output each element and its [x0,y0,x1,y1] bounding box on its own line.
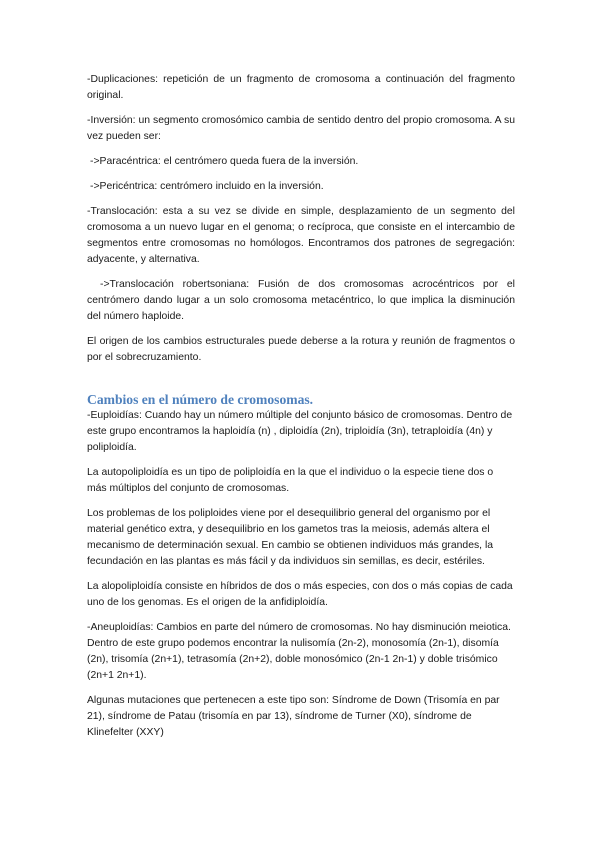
paragraph-mutaciones: Algunas mutaciones que pertenecen a este tipo son: Síndrome de Down (Trisomía en par 21), síndrome de Patau (trisomía en par 13), síndrome de Turner (X0), síndrome de Klinefelter (XXY) [87,695,500,738]
paragraph-autopoliploidia: La autopoliploidía es un tipo de poliploidía en la que el individuo o la especie tiene dos o más múltiplos del conjunto de cromosomas. [87,467,494,494]
section-heading-cambios-numero: Cambios en el número de cromosomas. [87,392,314,407]
page-content [87,72,515,750]
paragraph-translocacion-robertsoniana: ->Translocación robertsoniana: Fusión de dos cromosomas acrocéntricos por el centrómero dando lugar a un solo cromosoma metacéntrico, lo que implica la disminución del número haploide. [87,279,515,322]
paragraph-paracentrica: ->Paracéntrica: el centrómero queda fuera de la inversión. [90,156,359,167]
paragraph-problemas-poliploides: Los problemas de los poliploides viene por el desequilibrio general del organismo por el material genético extra, y desequilibrio en los gametos tras la meiosis, además altera el mecanismo de determinación sexual. En cambio se obtienen individuos más grandes, la fecundación en las plantas es más fácil y da individuos sin semillas, es decir, estériles. [87,508,494,567]
paragraph-translocacion: -Translocación: esta a su vez se divide en simple, desplazamiento de un segmento del cromosoma a un nuevo lugar en el genoma; o recíproca, que consiste en el intercambio de segmentos entre cromosomas no homólogos. Encontramos dos patrones de segregación: adyacente, y alternativa. [87,206,515,265]
paragraph-aneuploidias: -Aneuploidías: Cambios en parte del número de cromosomas. No hay disminución meiotica. Dentro de este grupo podemos encontrar la nulisomía (2n-2), monosomía (2n-1), disomía (2n), trisomía (2n+1), tetrasomía (2n+2), doble monosómico (2n-1 2n-1) y doble trisómico (2n+1 2n+1). [87,622,511,681]
paragraph-origen-cambios: El origen de los cambios estructurales puede deberse a la rotura y reunión de fragmentos o por el sobrecruzamiento. [87,336,515,363]
paragraph-inversion: -Inversión: un segmento cromosómico cambia de sentido dentro del propio cromosoma. A su vez pueden ser: [87,115,515,142]
paragraph-pericentrica: ->Pericéntrica: centrómero incluido en la inversión. [90,181,324,192]
paragraph-duplicaciones: -Duplicaciones: repetición de un fragmento de cromosoma a continuación del fragmento original. [87,74,515,101]
paragraph-euploidias: -Euploidías: Cuando hay un número múltiple del conjunto básico de cromosomas. Dentro de este grupo encontramos la haploidía (n) , diploidía (2n), triploidía (3n), tetraploidía (4n) y poliploidía. [87,410,513,453]
paragraph-alopoliploidia: La alopoliploidía consiste en híbridos de dos o más especies, con dos o más copias de cada uno de los genomas. Es el origen de la anfidiploidía. [87,581,513,608]
